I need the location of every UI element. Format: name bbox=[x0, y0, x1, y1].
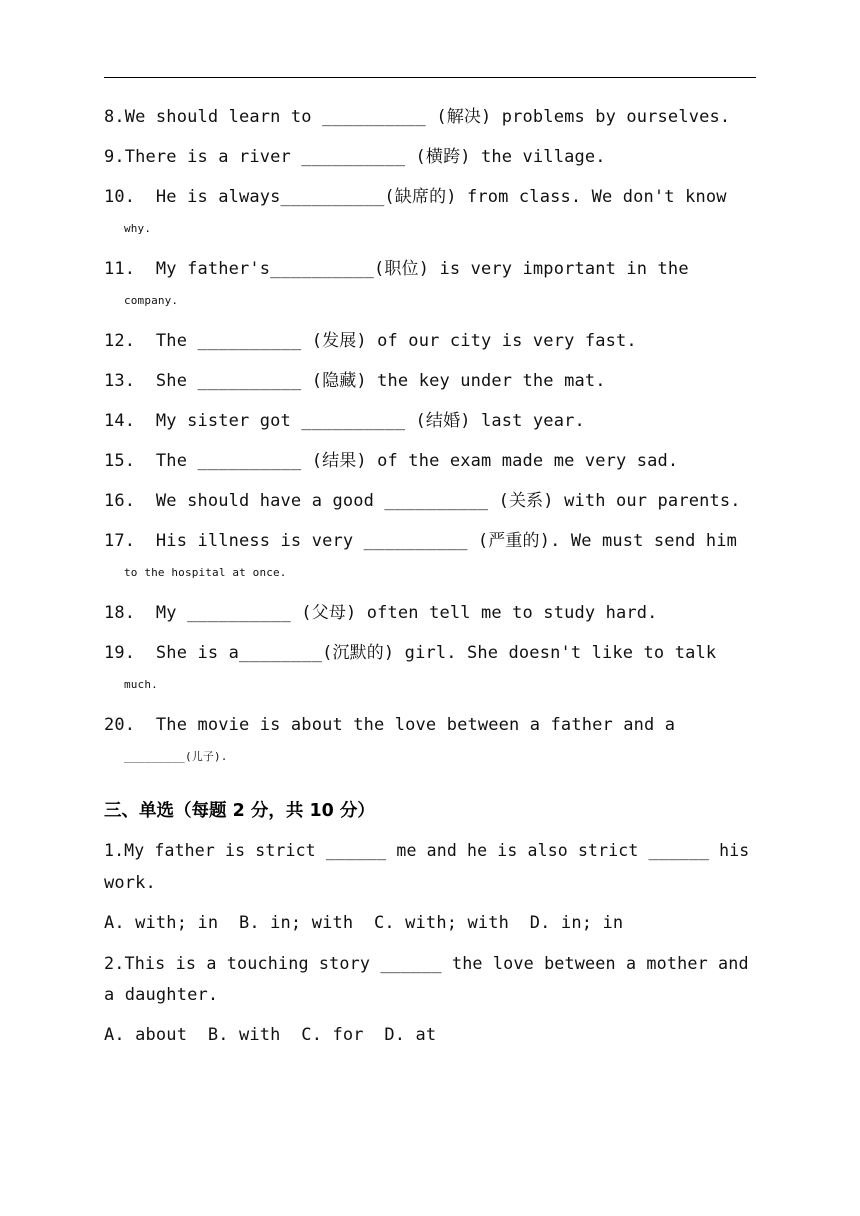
question-20: 20. The movie is about the love between a father and a bbox=[104, 715, 676, 735]
question-13: 13. She __________ (隐藏) the key under the mat. bbox=[104, 371, 606, 391]
question-17-continuation: to the hospital at once. bbox=[124, 566, 287, 579]
mc-question-2-continuation: a daughter. bbox=[104, 985, 219, 1005]
mc-question-1: 1.My father is strict ______ me and he is also strict ______ his bbox=[104, 841, 750, 860]
question-10-continuation: why. bbox=[124, 222, 152, 235]
question-12: 12. The __________ (发展) of our city is very fast. bbox=[104, 331, 637, 351]
question-17: 17. His illness is very __________ (严重的). We must send him bbox=[104, 531, 738, 551]
mc-options-2: A. about B. with C. for D. at bbox=[104, 1025, 437, 1045]
question-18: 18. My __________ (父母) often tell me to study hard. bbox=[104, 603, 658, 623]
mc-options-1: A. with; in B. in; with C. with; with D. in; in bbox=[104, 913, 624, 933]
question-19: 19. She is a________(沉默的) girl. She doesn't like to talk bbox=[104, 643, 717, 663]
section-heading: 三、单选（每题 2 分，共 10 分） bbox=[104, 801, 375, 821]
mc-question-2: 2.This is a touching story ______ the love between a mother and bbox=[104, 953, 749, 973]
question-11: 11. My father's__________(职位) is very important in the bbox=[104, 259, 689, 279]
question-11-continuation: company. bbox=[124, 294, 179, 307]
question-10: 10. He is always__________(缺席的) from class. We don't know bbox=[104, 187, 727, 207]
question-14: 14. My sister got __________ (结婚) last year. bbox=[104, 411, 585, 431]
question-16: 16. We should have a good __________ (关系) with our parents. bbox=[104, 491, 741, 511]
question-20-continuation: _________(儿子). bbox=[124, 750, 228, 763]
question-19-continuation: much. bbox=[124, 678, 158, 691]
header-rule bbox=[104, 77, 756, 78]
question-15: 15. The __________ (结果) of the exam made me very sad. bbox=[104, 451, 679, 471]
question-9: 9.There is a river __________ (横跨) the village. bbox=[104, 147, 606, 167]
question-8: 8.We should learn to __________ (解决) problems by ourselves. bbox=[104, 107, 731, 127]
mc-question-1-continuation: work. bbox=[104, 873, 156, 893]
